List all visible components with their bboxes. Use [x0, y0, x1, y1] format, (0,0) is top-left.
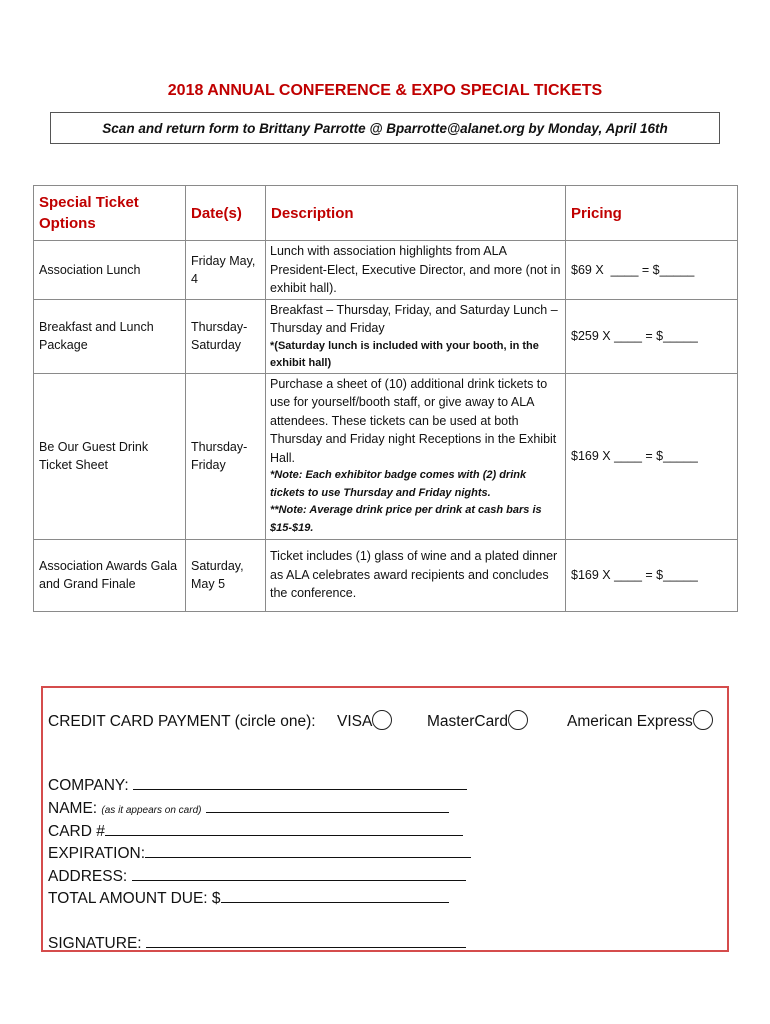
page-title: 2018 ANNUAL CONFERENCE & EXPO SPECIAL TICKETS	[167, 82, 603, 99]
signature-field[interactable]	[48, 932, 466, 954]
dates-cell: Thursday-Saturday	[186, 299, 266, 373]
total-line[interactable]	[221, 887, 449, 903]
description-text: Breakfast – Thursday, Friday, and Saturday Lunch – Thursday and Friday	[270, 302, 558, 335]
company-label: COMPANY:	[48, 777, 129, 794]
name-note: (as it appears on card)	[101, 805, 202, 816]
visa-option[interactable]	[337, 713, 392, 731]
expiration-field[interactable]	[48, 842, 471, 864]
option-cell: Association Lunch	[34, 241, 186, 300]
amex-circle-icon[interactable]	[693, 710, 713, 730]
name-field[interactable]	[48, 797, 449, 821]
credit-card-row	[48, 713, 728, 737]
table-row	[34, 373, 738, 539]
description-text: Purchase a sheet of (10) additional drink tickets to use for yourself/booth staff, or give away to ALA attendees. These tickets can be used at both Thursday and Friday night Receptions in the Exhibit Hall.	[270, 376, 557, 465]
credit-card-label: CREDIT CARD PAYMENT (circle one):	[48, 713, 316, 730]
header-option: Special Ticket Options	[34, 186, 186, 241]
dates-cell: Thursday-Friday	[186, 373, 266, 539]
table-row	[34, 299, 738, 373]
expiration-label: EXPIRATION:	[48, 845, 146, 862]
option-cell: Be Our Guest Drink Ticket Sheet	[34, 373, 186, 539]
tickets-table	[33, 185, 738, 612]
card-field[interactable]	[48, 820, 463, 842]
address-field[interactable]	[48, 865, 466, 887]
description-note: *(Saturday lunch is included with your booth, in the exhibit hall)	[270, 339, 539, 369]
card-label: CARD #	[48, 823, 105, 840]
company-line[interactable]	[133, 774, 467, 790]
pricing-cell[interactable]: $169 X ____ = $_____	[566, 539, 738, 611]
card-line[interactable]	[105, 820, 463, 836]
option-cell: Association Awards Gala and Grand Finale	[34, 539, 186, 611]
signature-label: SIGNATURE:	[48, 935, 142, 952]
address-line[interactable]	[132, 865, 466, 881]
table-row	[34, 539, 738, 611]
description-cell	[266, 299, 566, 373]
header-dates: Date(s)	[186, 186, 266, 241]
total-label: TOTAL AMOUNT DUE: $	[48, 890, 221, 907]
mastercard-circle-icon[interactable]	[508, 710, 528, 730]
header-description: Description	[266, 186, 566, 241]
instructions-box	[50, 112, 720, 144]
table-row	[34, 241, 738, 300]
pricing-cell[interactable]: $259 X ____ = $_____	[566, 299, 738, 373]
visa-circle-icon[interactable]	[372, 710, 392, 730]
pricing-cell[interactable]: $169 X ____ = $_____	[566, 373, 738, 539]
description-note: *Note: Each exhibitor badge comes with (2) drink tickets to use Thursday and Friday nights.	[270, 469, 527, 499]
pricing-cell[interactable]: $69 X ____ = $_____	[566, 241, 738, 300]
dates-cell: Saturday, May 5	[186, 539, 266, 611]
description-cell: Ticket includes (1) glass of wine and a plated dinner as ALA celebrates award recipients and concludes the conference.	[266, 539, 566, 611]
description-cell	[266, 373, 566, 539]
name-line[interactable]	[206, 797, 449, 813]
signature-line[interactable]	[146, 932, 466, 948]
address-label: ADDRESS:	[48, 868, 128, 885]
amex-option[interactable]	[567, 713, 713, 731]
description-cell: Lunch with association highlights from ALA President-Elect, Executive Director, and more (not in exhibit hall).	[266, 241, 566, 300]
header-pricing: Pricing	[566, 186, 738, 241]
total-field[interactable]	[48, 887, 449, 909]
table-header-row	[34, 186, 738, 241]
instructions-text: Scan and return form to Brittany Parrotte @ Bparrotte@alanet.org by Monday, April 16th	[102, 120, 668, 136]
dates-cell: Friday May, 4	[186, 241, 266, 300]
mastercard-label: MasterCard	[427, 713, 508, 730]
name-label: NAME:	[48, 800, 98, 817]
company-field[interactable]	[48, 774, 467, 796]
mastercard-option[interactable]	[427, 713, 528, 731]
amex-label: American Express	[567, 713, 693, 730]
option-cell: Breakfast and Lunch Package	[34, 299, 186, 373]
visa-label: VISA	[337, 713, 373, 730]
expiration-line[interactable]	[145, 842, 471, 858]
description-note: **Note: Average drink price per drink at cash bars is $15-$19.	[270, 504, 542, 534]
